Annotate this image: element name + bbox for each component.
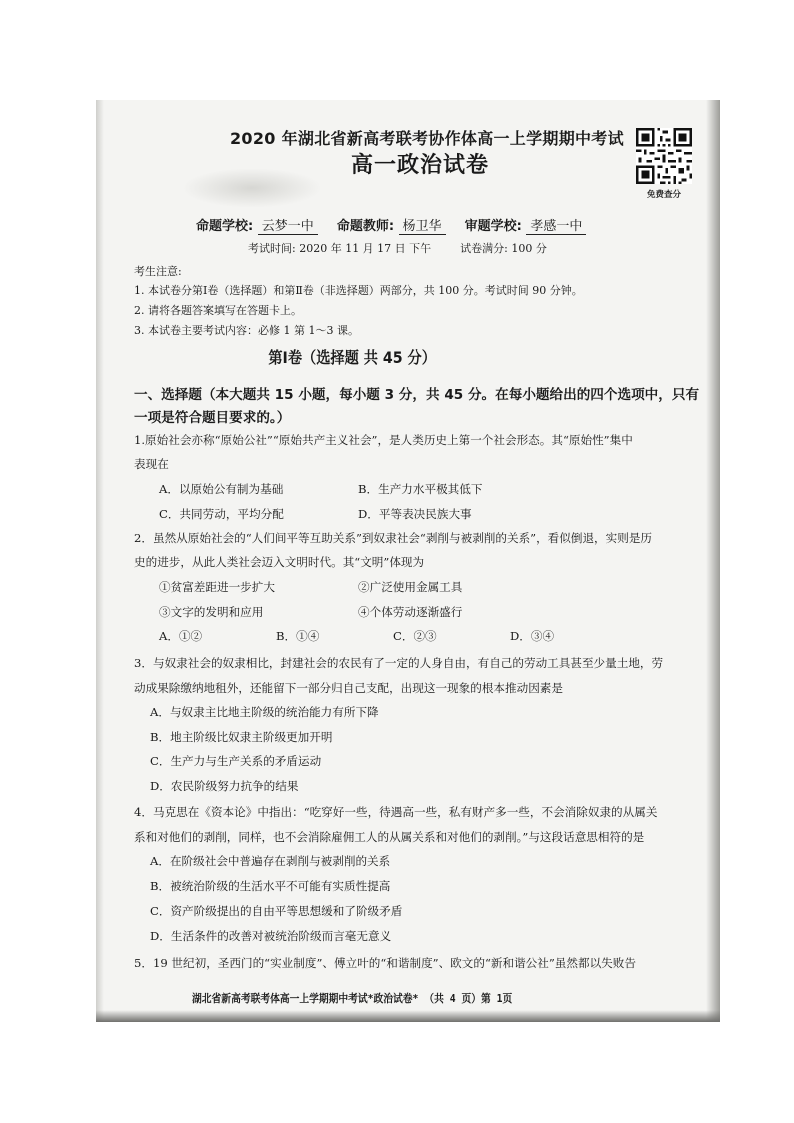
option-a[interactable]: A．在阶级社会中普遍存在剥削与被剥削的关系 bbox=[150, 854, 391, 868]
option-b[interactable]: B．生产力水平极其低下 bbox=[358, 482, 483, 496]
setter-school-label: 命题学校: bbox=[196, 219, 254, 234]
notice-item: 1. 本试卷分第Ⅰ卷（选择题）和第Ⅱ卷（非选择题）两部分，共 100 分。考试时间 90 分钟。 bbox=[134, 284, 583, 297]
question-stem: 史的进步，从此人类社会迈入文明时代。其“文明”体现为 bbox=[134, 555, 425, 569]
section-heading: 第Ⅰ卷（选择题 共 45 分） bbox=[268, 348, 436, 367]
section-instruction: 一、选择题（本大题共 15 小题，每小题 3 分，共 45 分。在每小题给出的四个选项中，只有 bbox=[134, 387, 700, 403]
option-d[interactable]: D．农民阶级努力抗争的结果 bbox=[150, 779, 299, 793]
reviewer-school-label: 审题学校: bbox=[464, 219, 522, 234]
option-c[interactable]: C．共同劳动，平均分配 bbox=[159, 507, 284, 521]
option-b[interactable]: B．地主阶级比奴隶主阶级更加开明 bbox=[150, 730, 333, 744]
option-b[interactable]: B．①④ bbox=[276, 629, 320, 643]
question-stem: 4．马克思在《资本论》中指出：“吃穿好一些，待遇高一些，私有财产多一些，不会消除奴隶的从属关 bbox=[134, 805, 658, 819]
reviewer-school: 孝感一中 bbox=[526, 215, 586, 235]
notice-title: 考生注意: bbox=[134, 265, 182, 278]
option-b[interactable]: B．被统治阶级的生活水平不可能有实质性提高 bbox=[150, 879, 391, 893]
option-c[interactable]: C．资产阶级提出的自由平等思想缓和了阶级矛盾 bbox=[150, 904, 403, 918]
exam-time: 考试时间: 2020 年 11 月 17 日 下午 bbox=[248, 242, 432, 255]
option-d[interactable]: D．③④ bbox=[510, 629, 555, 643]
exam-setter-info bbox=[196, 215, 586, 235]
question-stem: 3．与奴隶社会的奴隶相比，封建社会的农民有了一定的人身自由，有自己的劳动工具甚至少量土地，劳 bbox=[134, 656, 664, 670]
setter-teacher-label: 命题教师: bbox=[336, 219, 395, 234]
sheet-edge-shadow bbox=[706, 100, 720, 1022]
qr-label: 免费查分 bbox=[646, 190, 681, 200]
statement-item: ③文字的发明和应用 bbox=[159, 605, 264, 619]
notice-item: 2. 请将各题答案填写在答题卡上。 bbox=[134, 304, 302, 317]
option-c[interactable]: C．②③ bbox=[393, 629, 437, 643]
notice-item: 3. 本试卷主要考试内容：必修 1 第 1～3 课。 bbox=[134, 324, 359, 337]
statement-item: ④个体劳动逐渐盛行 bbox=[358, 605, 463, 619]
option-d[interactable]: D．平等表决民族大事 bbox=[358, 507, 472, 521]
qr-code-icon[interactable] bbox=[636, 128, 692, 184]
sheet-edge-shadow bbox=[96, 100, 104, 1022]
full-score: 试卷满分: 100 分 bbox=[460, 242, 547, 255]
option-a[interactable]: A．①② bbox=[159, 629, 203, 643]
statement-item: ①贫富差距进一步扩大 bbox=[159, 580, 275, 594]
paper-title: 高一政治试卷 bbox=[350, 153, 489, 178]
page-footer: 湖北省新高考联考体高一上学期期中考试*政治试卷* （共 4 页）第 1页 bbox=[192, 992, 513, 1005]
option-a[interactable]: A．与奴隶主比地主阶级的统治能力有所下降 bbox=[150, 705, 379, 719]
question-stem: 动成果除缴纳地租外，还能留下一部分归自己支配，出现这一现象的根本推动因素是 bbox=[134, 681, 563, 695]
section-instruction: 一项是符合题目要求的。） bbox=[134, 410, 291, 426]
setter-school: 云梦一中 bbox=[258, 215, 318, 235]
setter-teacher: 杨卫华 bbox=[399, 215, 446, 235]
exam-time-info bbox=[248, 240, 547, 256]
question-stem: 2．虽然从原始社会的“人们间平等互助关系”到奴隶社会“剥削与被剥削的关系”，看似倒退，实则是历 bbox=[134, 531, 653, 545]
question-stem: 1.原始社会亦称“原始公社”“原始共产主义社会”，是人类历史上第一个社会形态。其“原始性”集中 bbox=[134, 433, 633, 447]
option-a[interactable]: A．以原始公有制为基础 bbox=[159, 482, 284, 496]
sheet-edge-shadow bbox=[96, 1010, 720, 1022]
question-stem: 5．19 世纪初，圣西门的“实业制度”、傅立叶的“和谐制度”、欧文的“新和谐公社”虽然都以失败告 bbox=[134, 956, 636, 970]
option-d[interactable]: D．生活条件的改善对被统治阶级而言毫无意义 bbox=[150, 929, 392, 943]
exam-title: 2020 年湖北省新高考联考协作体高一上学期期中考试 bbox=[230, 129, 624, 148]
question-stem: 表现在 bbox=[134, 457, 169, 471]
option-c[interactable]: C．生产力与生产关系的矛盾运动 bbox=[150, 754, 322, 768]
statement-item: ②广泛使用金属工具 bbox=[358, 580, 463, 594]
question-stem: 系和对他们的剥削，同样，也不会消除雇佣工人的从属关系和对他们的剥削。”与这段话意思相符的是 bbox=[134, 830, 645, 844]
